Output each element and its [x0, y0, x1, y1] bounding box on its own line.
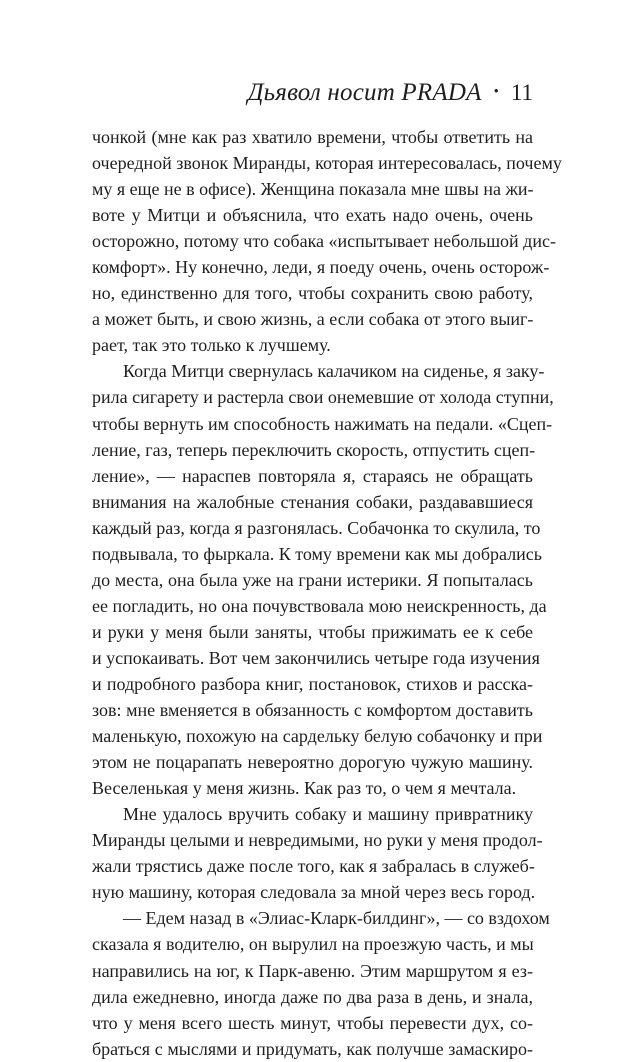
text-line: сказала я водителю, он вырулил на проезжую часть, и мы: [92, 934, 534, 955]
text-line: Когда Митци свернулась калачиком на сиденье, я заку-: [123, 361, 545, 382]
text-line: комфорт». Ну конечно, леди, я поеду очень, очень осторож-: [92, 257, 550, 278]
text-line: внимания на жалобные стенания собаки, раздававшиеся: [92, 491, 533, 512]
text-line: му я еще не в офисе). Женщина показала мне швы на жи-: [92, 179, 534, 200]
text-line: а может быть, и свою жизнь, а если собака от этого выиг-: [92, 309, 534, 330]
text-line: Мне удалось вручить собаку и машину привратнику: [123, 804, 533, 825]
text-line: воте у Митци и объяснила, что ехать надо очень, очень: [92, 205, 533, 226]
text-line: дила ежедневно, иногда даже по два раза в день, и знала,: [92, 986, 533, 1007]
text-line: и руки у меня были заняты, чтобы прижимать ее к себе: [92, 621, 533, 642]
text-line: до места, она была уже на грани истерики. Я попыталась: [92, 569, 533, 590]
text-line: ление, газ, теперь переключить скорость, отпустить сцеп-: [92, 439, 536, 460]
running-head-title: Дьявол носит PRADA: [247, 79, 482, 106]
text-line: очередной звонок Миранды, которая интересовалась, почему: [92, 153, 562, 174]
text-line: жали трястись даже после того, как я забралась в служеб-: [92, 856, 535, 877]
text-line: рает, так это только к лучшему.: [92, 335, 331, 356]
text-line: подвывала, то фыркала. К тому времени как мы добрались: [92, 543, 543, 564]
text-line: ную машину, которая следовала за мной через весь город.: [92, 882, 536, 903]
body-text: [92, 124, 562, 1062]
text-line: чтобы вернуть им способность нажимать на педали. «Сцеп-: [92, 413, 553, 434]
text-line: — Едем назад в «Элиас-Кларк-билдинг», — со вздохом: [123, 908, 550, 929]
text-line: рила сигарету и растерла свои онемевшие от холода ступни,: [92, 387, 554, 408]
running-head-separator: •: [493, 84, 499, 100]
text-line: осторожно, потому что собака «испытывает небольшой дис-: [92, 231, 556, 252]
text-line: но, единственно для того, чтобы сохранить свою работу,: [92, 283, 533, 304]
running-head: [248, 80, 533, 105]
text-line: этом не поцарапать невероятно дорогую чужую машину.: [92, 752, 533, 773]
text-line: браться с мыслями и придумать, как получше замаскиро-: [92, 1038, 533, 1059]
text-line: чонкой (мне как раз хватило времени, чтобы ответить на: [92, 127, 533, 147]
text-line: маленькую, похожую на сардельку белую собачонку и при: [92, 726, 543, 747]
text-line: направились на юг, к Парк-авеню. Этим маршрутом я ез-: [92, 960, 533, 981]
text-line: и успокаивать. Вот чем закончились четыре года изучения: [92, 647, 540, 668]
text-line: каждый раз, когда я разгонялась. Собачонка то скулила, то: [92, 517, 541, 538]
text-line: Веселенькая у меня жизнь. Как раз то, о чем я мечтала.: [92, 778, 517, 799]
text-line: зов: мне вменяется в обязанность с комфортом доставить: [92, 700, 533, 721]
text-line: ление», — нараспев повторяла я, стараясь не обращать: [92, 465, 533, 486]
text-line: Миранды целыми и невредимыми, но руки у меня продол-: [92, 830, 543, 851]
text-line: и подробного разбора книг, постановок, стихов и расска-: [92, 673, 533, 694]
text-line: что у меня всего шесть минут, чтобы перевести дух, со-: [92, 1012, 533, 1033]
page-number: 11: [510, 80, 533, 105]
text-line: ее погладить, но она почувствовала мою неискренность, да: [92, 595, 547, 616]
